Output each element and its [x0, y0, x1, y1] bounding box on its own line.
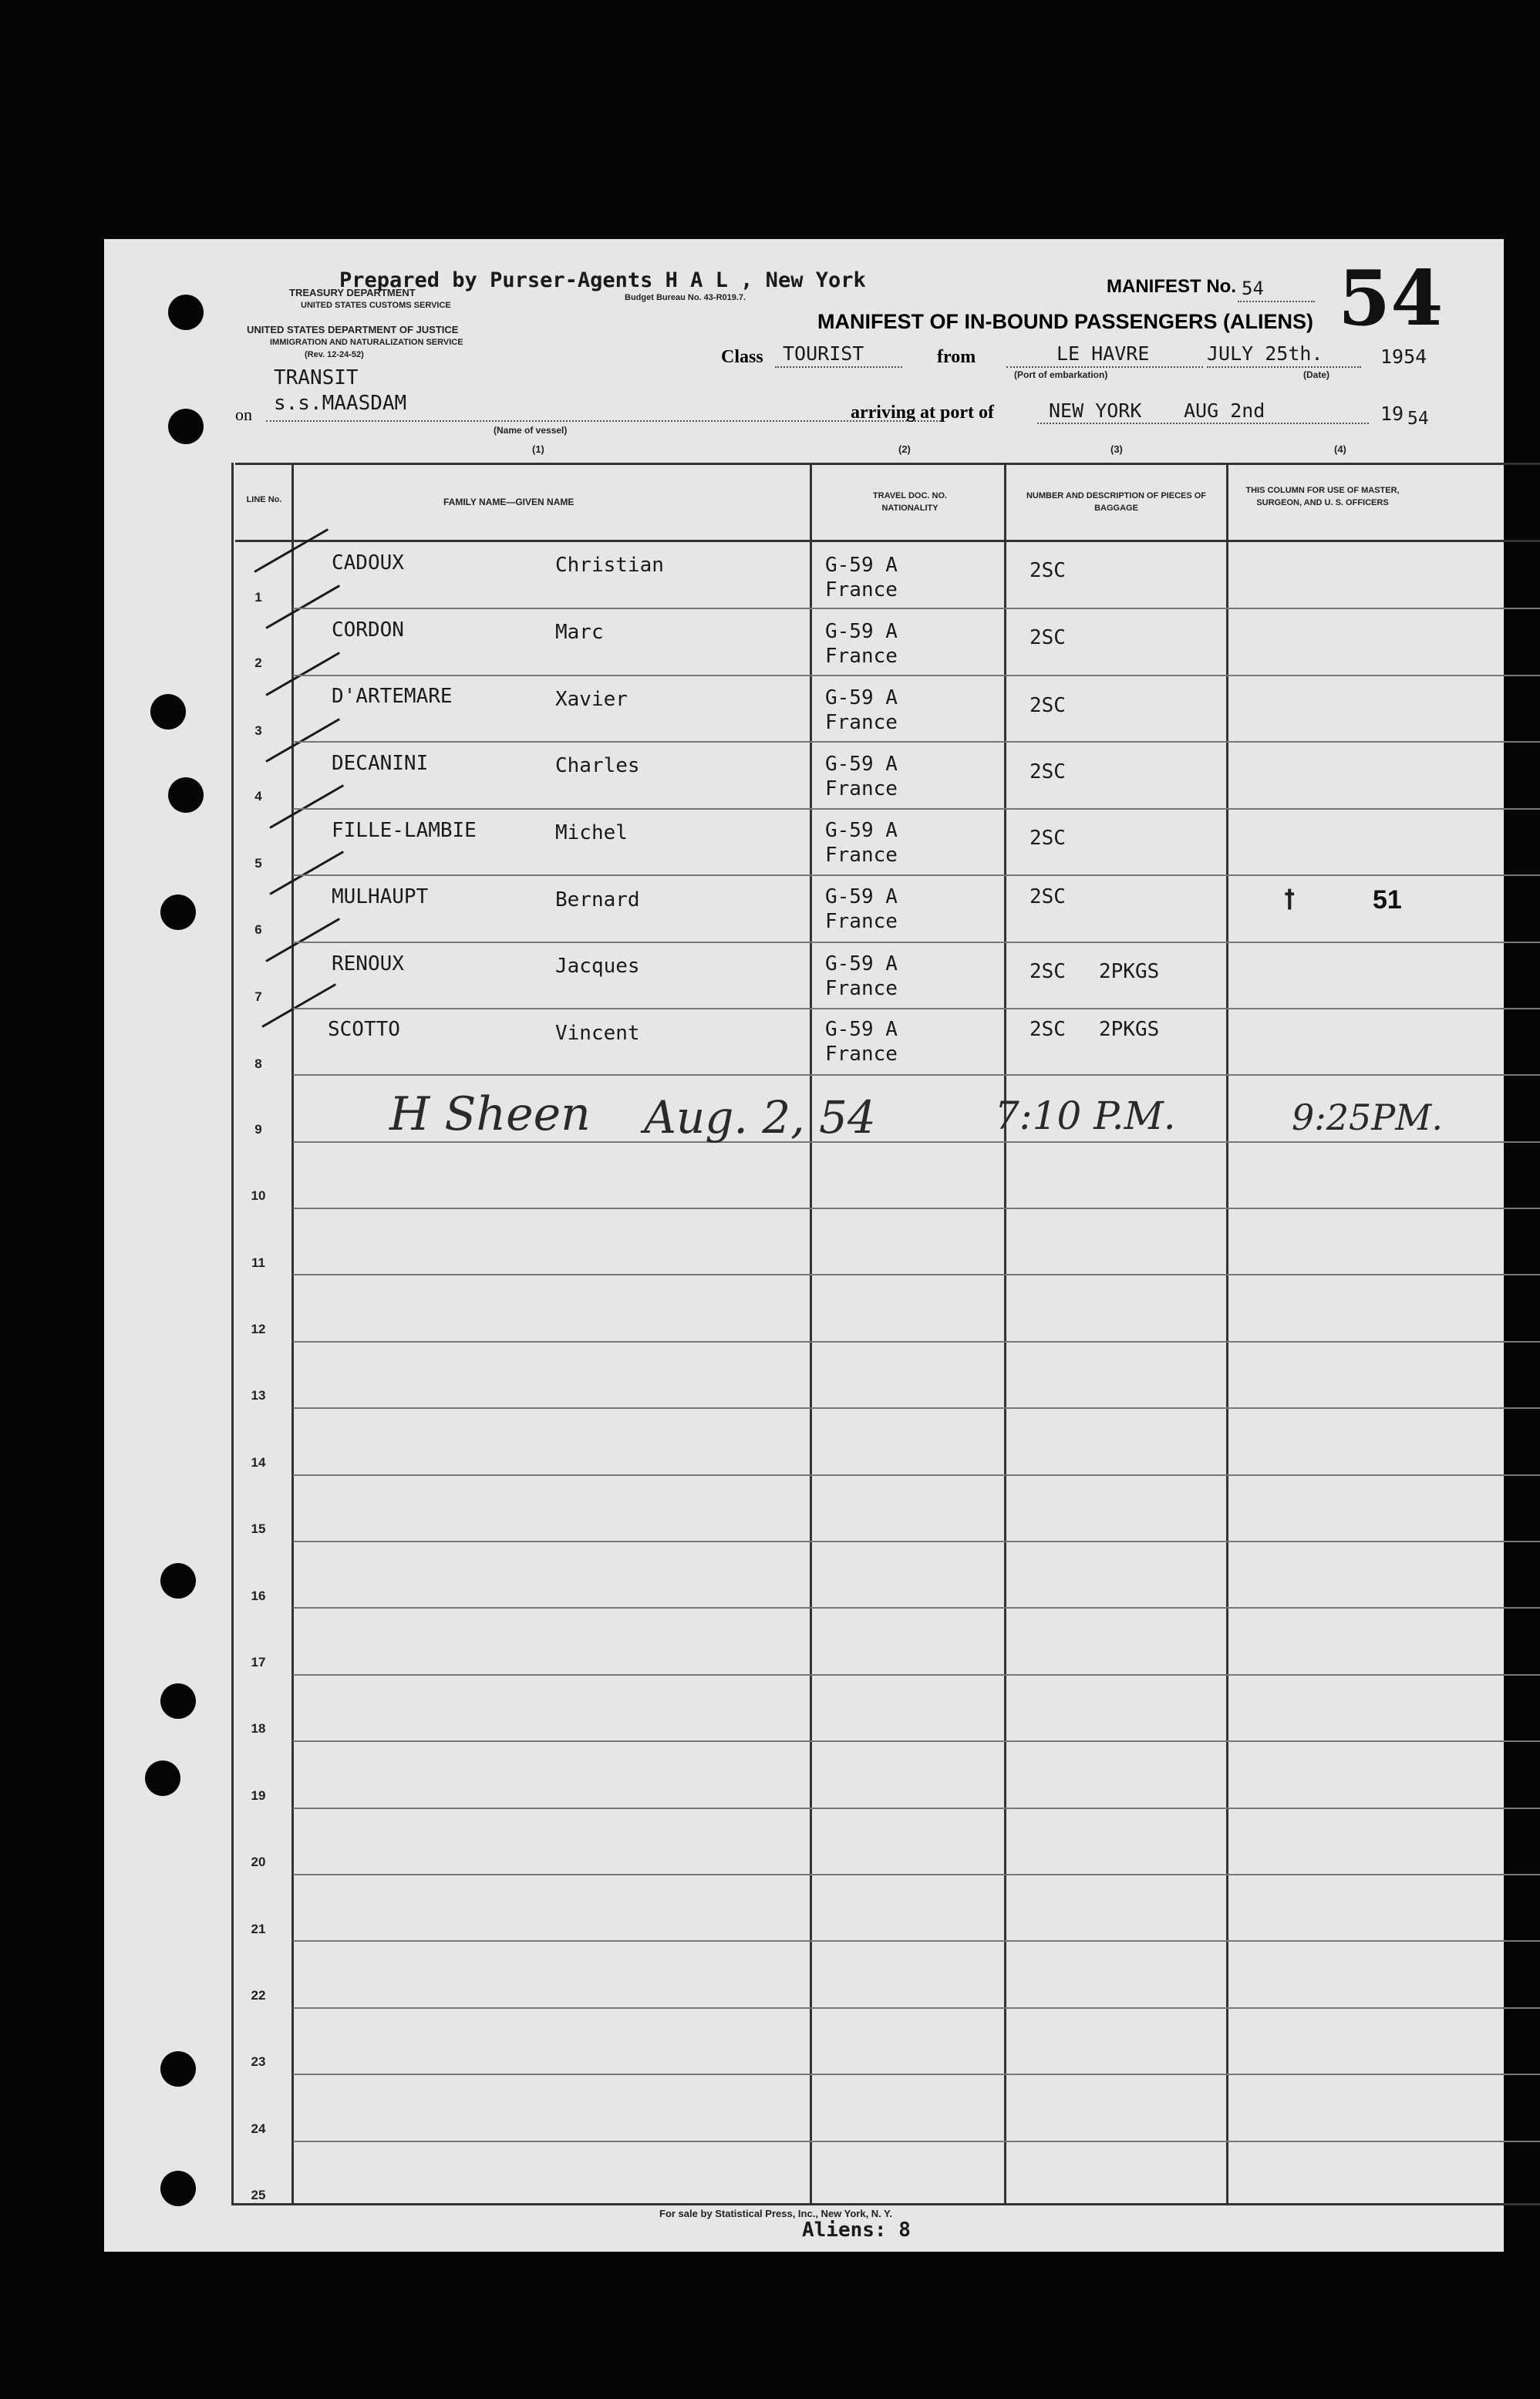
baggage: 2SC [1029, 885, 1066, 908]
family-name: RENOUX [332, 952, 404, 975]
binder-hole [150, 694, 186, 729]
col-header-travel-doc: TRAVEL DOC. NO. NATIONALITY [872, 491, 948, 513]
handwritten-time-1: 7:10 P.M. [995, 1093, 1176, 1138]
col-num-3: (3) [1110, 443, 1123, 455]
travel-doc: G-59 A [825, 952, 898, 975]
given-name: Vincent [555, 1022, 640, 1045]
travel-doc: G-59 A [825, 753, 898, 776]
nationality: France [825, 910, 898, 933]
col-num-2: (2) [898, 443, 911, 455]
line-number: 23 [251, 2054, 266, 2069]
col-num-4: (4) [1334, 443, 1346, 455]
doj-line: UNITED STATES DEPARTMENT OF JUSTICE [247, 324, 459, 335]
binder-hole [160, 1563, 196, 1599]
family-name: D'ARTEMARE [332, 685, 453, 708]
nationality: France [825, 844, 898, 867]
binder-hole [168, 295, 204, 330]
line-number: 15 [251, 1521, 266, 1536]
budget-bureau: Budget Bureau No. 43-R019.7. [625, 293, 746, 302]
handwritten-date: Aug. 2, 54 [644, 1091, 876, 1144]
check-mark [265, 918, 340, 962]
col-header-officers: THIS COLUMN FOR USE OF MASTER, SURGEON, AND U. S. OFFICERS [1245, 486, 1400, 507]
arrival-year-suffix: 54 [1407, 409, 1429, 429]
family-name: DECANINI [332, 752, 429, 775]
line-number: 6 [254, 922, 262, 937]
line-number: 21 [251, 1922, 266, 1936]
given-name: Charles [555, 754, 640, 777]
baggage: 2SC [1029, 827, 1066, 850]
vessel-name-label: (Name of vessel) [494, 425, 568, 436]
line-number: 2 [254, 655, 262, 670]
line-number: 13 [251, 1388, 266, 1403]
port-embarkation-label: (Port of embarkation) [1014, 369, 1108, 380]
given-name: Jacques [555, 955, 640, 978]
nationality: France [825, 1043, 898, 1066]
vessel-line-1: TRANSIT [274, 366, 359, 389]
rev-line: (Rev. 12-24-52) [305, 350, 364, 359]
printer-line: For sale by Statistical Press, Inc., New York, N. Y. [659, 2208, 893, 2219]
line-number: 7 [254, 989, 262, 1004]
ins-line: IMMIGRATION AND NATURALIZATION SERVICE [270, 338, 463, 347]
manifest-title: MANIFEST OF IN-BOUND PASSENGERS (ALIENS) [817, 310, 1314, 333]
check-mark [265, 585, 340, 629]
given-name: Xavier [555, 688, 628, 711]
handwritten-time-2: 9:25PM. [1292, 1097, 1443, 1138]
line-number: 10 [251, 1188, 266, 1203]
binder-hole [160, 2051, 196, 2087]
nationality: France [825, 977, 898, 1000]
given-name: Michel [555, 821, 628, 844]
line-number: 8 [254, 1056, 262, 1071]
handwritten-signature: H Sheen [389, 1087, 591, 1141]
check-mark [265, 718, 340, 763]
vessel-line-2: s.s.MAASDAM [274, 392, 407, 415]
baggage: 2SC [1029, 960, 1066, 983]
family-name: SCOTTO [328, 1018, 400, 1041]
from-value: LE HAVRE [1056, 342, 1150, 365]
line-number: 9 [254, 1122, 262, 1137]
col-header-baggage: NUMBER AND DESCRIPTION OF PIECES OF BAGGAGE [1026, 491, 1207, 513]
travel-doc: G-59 A [825, 1018, 898, 1041]
binder-hole [168, 777, 204, 813]
col-header-line-no: LINE No. [246, 495, 282, 504]
binder-hole [160, 895, 196, 930]
manifest-no-value: 54 [1242, 278, 1264, 299]
line-number: 12 [251, 1322, 266, 1336]
line-number: 17 [251, 1655, 266, 1670]
family-name: CADOUX [332, 551, 404, 574]
baggage: 2SC [1029, 559, 1066, 582]
line-number: 18 [251, 1721, 266, 1736]
on-label: on [235, 405, 252, 424]
travel-doc: G-59 A [825, 819, 898, 842]
departure-year: 1954 [1380, 345, 1427, 368]
treasury-department: TREASURY DEPARTMENT [289, 287, 416, 298]
class-label: Class [721, 347, 763, 367]
given-name: Christian [555, 554, 664, 577]
class-value: TOURIST [783, 342, 864, 365]
tick-mark: ꝉ [1284, 885, 1296, 916]
line-number: 16 [251, 1589, 266, 1603]
baggage: 2SC [1029, 694, 1066, 717]
line-number: 3 [254, 723, 262, 738]
officer-mark: 51 [1373, 885, 1402, 915]
family-name: CORDON [332, 618, 404, 642]
travel-doc: G-59 A [825, 620, 898, 643]
nationality: France [825, 777, 898, 800]
travel-doc: G-59 A [825, 554, 898, 577]
line-number: 22 [251, 1988, 266, 2003]
line-number: 24 [251, 2121, 266, 2136]
check-mark [265, 652, 340, 696]
family-name: FILLE-LAMBIE [332, 819, 477, 842]
baggage-extra: 2PKGS [1099, 960, 1160, 983]
col-header-name: FAMILY NAME—GIVEN NAME [443, 497, 575, 507]
given-name: Bernard [555, 888, 640, 911]
binder-hole [160, 2171, 196, 2206]
line-number: 1 [254, 590, 262, 605]
manifest-stamp-number: 54 [1338, 254, 1444, 343]
col-num-1: (1) [532, 443, 544, 455]
baggage-extra: 2PKGS [1099, 1018, 1160, 1041]
nationality: France [825, 578, 898, 601]
date-label: (Date) [1303, 369, 1330, 380]
aliens-total: Aliens: 8 [802, 2219, 911, 2242]
nationality: France [825, 645, 898, 668]
arrival-port: NEW YORK [1049, 399, 1142, 422]
departure-date: JULY 25th. [1207, 342, 1323, 365]
binder-hole [168, 409, 204, 444]
line-number: 25 [251, 2188, 266, 2202]
arriving-label: arriving at port of [851, 403, 994, 423]
prepared-by-line: Prepared by Purser-Agents H A L , New York [339, 268, 866, 292]
nationality: France [825, 711, 898, 734]
line-number: 4 [254, 789, 262, 804]
binder-hole [160, 1683, 196, 1719]
given-name: Marc [555, 621, 604, 644]
manifest-page [104, 239, 1504, 2252]
arrival-year-prefix: 19 [1380, 403, 1404, 425]
customs-service: UNITED STATES CUSTOMS SERVICE [301, 301, 451, 310]
line-number: 19 [251, 1788, 266, 1803]
travel-doc: G-59 A [825, 686, 898, 709]
baggage: 2SC [1029, 1018, 1066, 1041]
travel-doc: G-59 A [825, 885, 898, 908]
binder-hole [145, 1761, 180, 1796]
family-name: MULHAUPT [332, 885, 429, 908]
baggage: 2SC [1029, 760, 1066, 783]
line-number: 5 [254, 856, 262, 871]
line-number: 20 [251, 1855, 266, 1869]
manifest-no-label: MANIFEST No. [1107, 276, 1236, 297]
line-number: 11 [251, 1255, 265, 1270]
arrival-date: AUG 2nd [1184, 399, 1265, 422]
baggage: 2SC [1029, 626, 1066, 649]
line-number: 14 [251, 1455, 266, 1470]
from-label: from [937, 347, 976, 367]
